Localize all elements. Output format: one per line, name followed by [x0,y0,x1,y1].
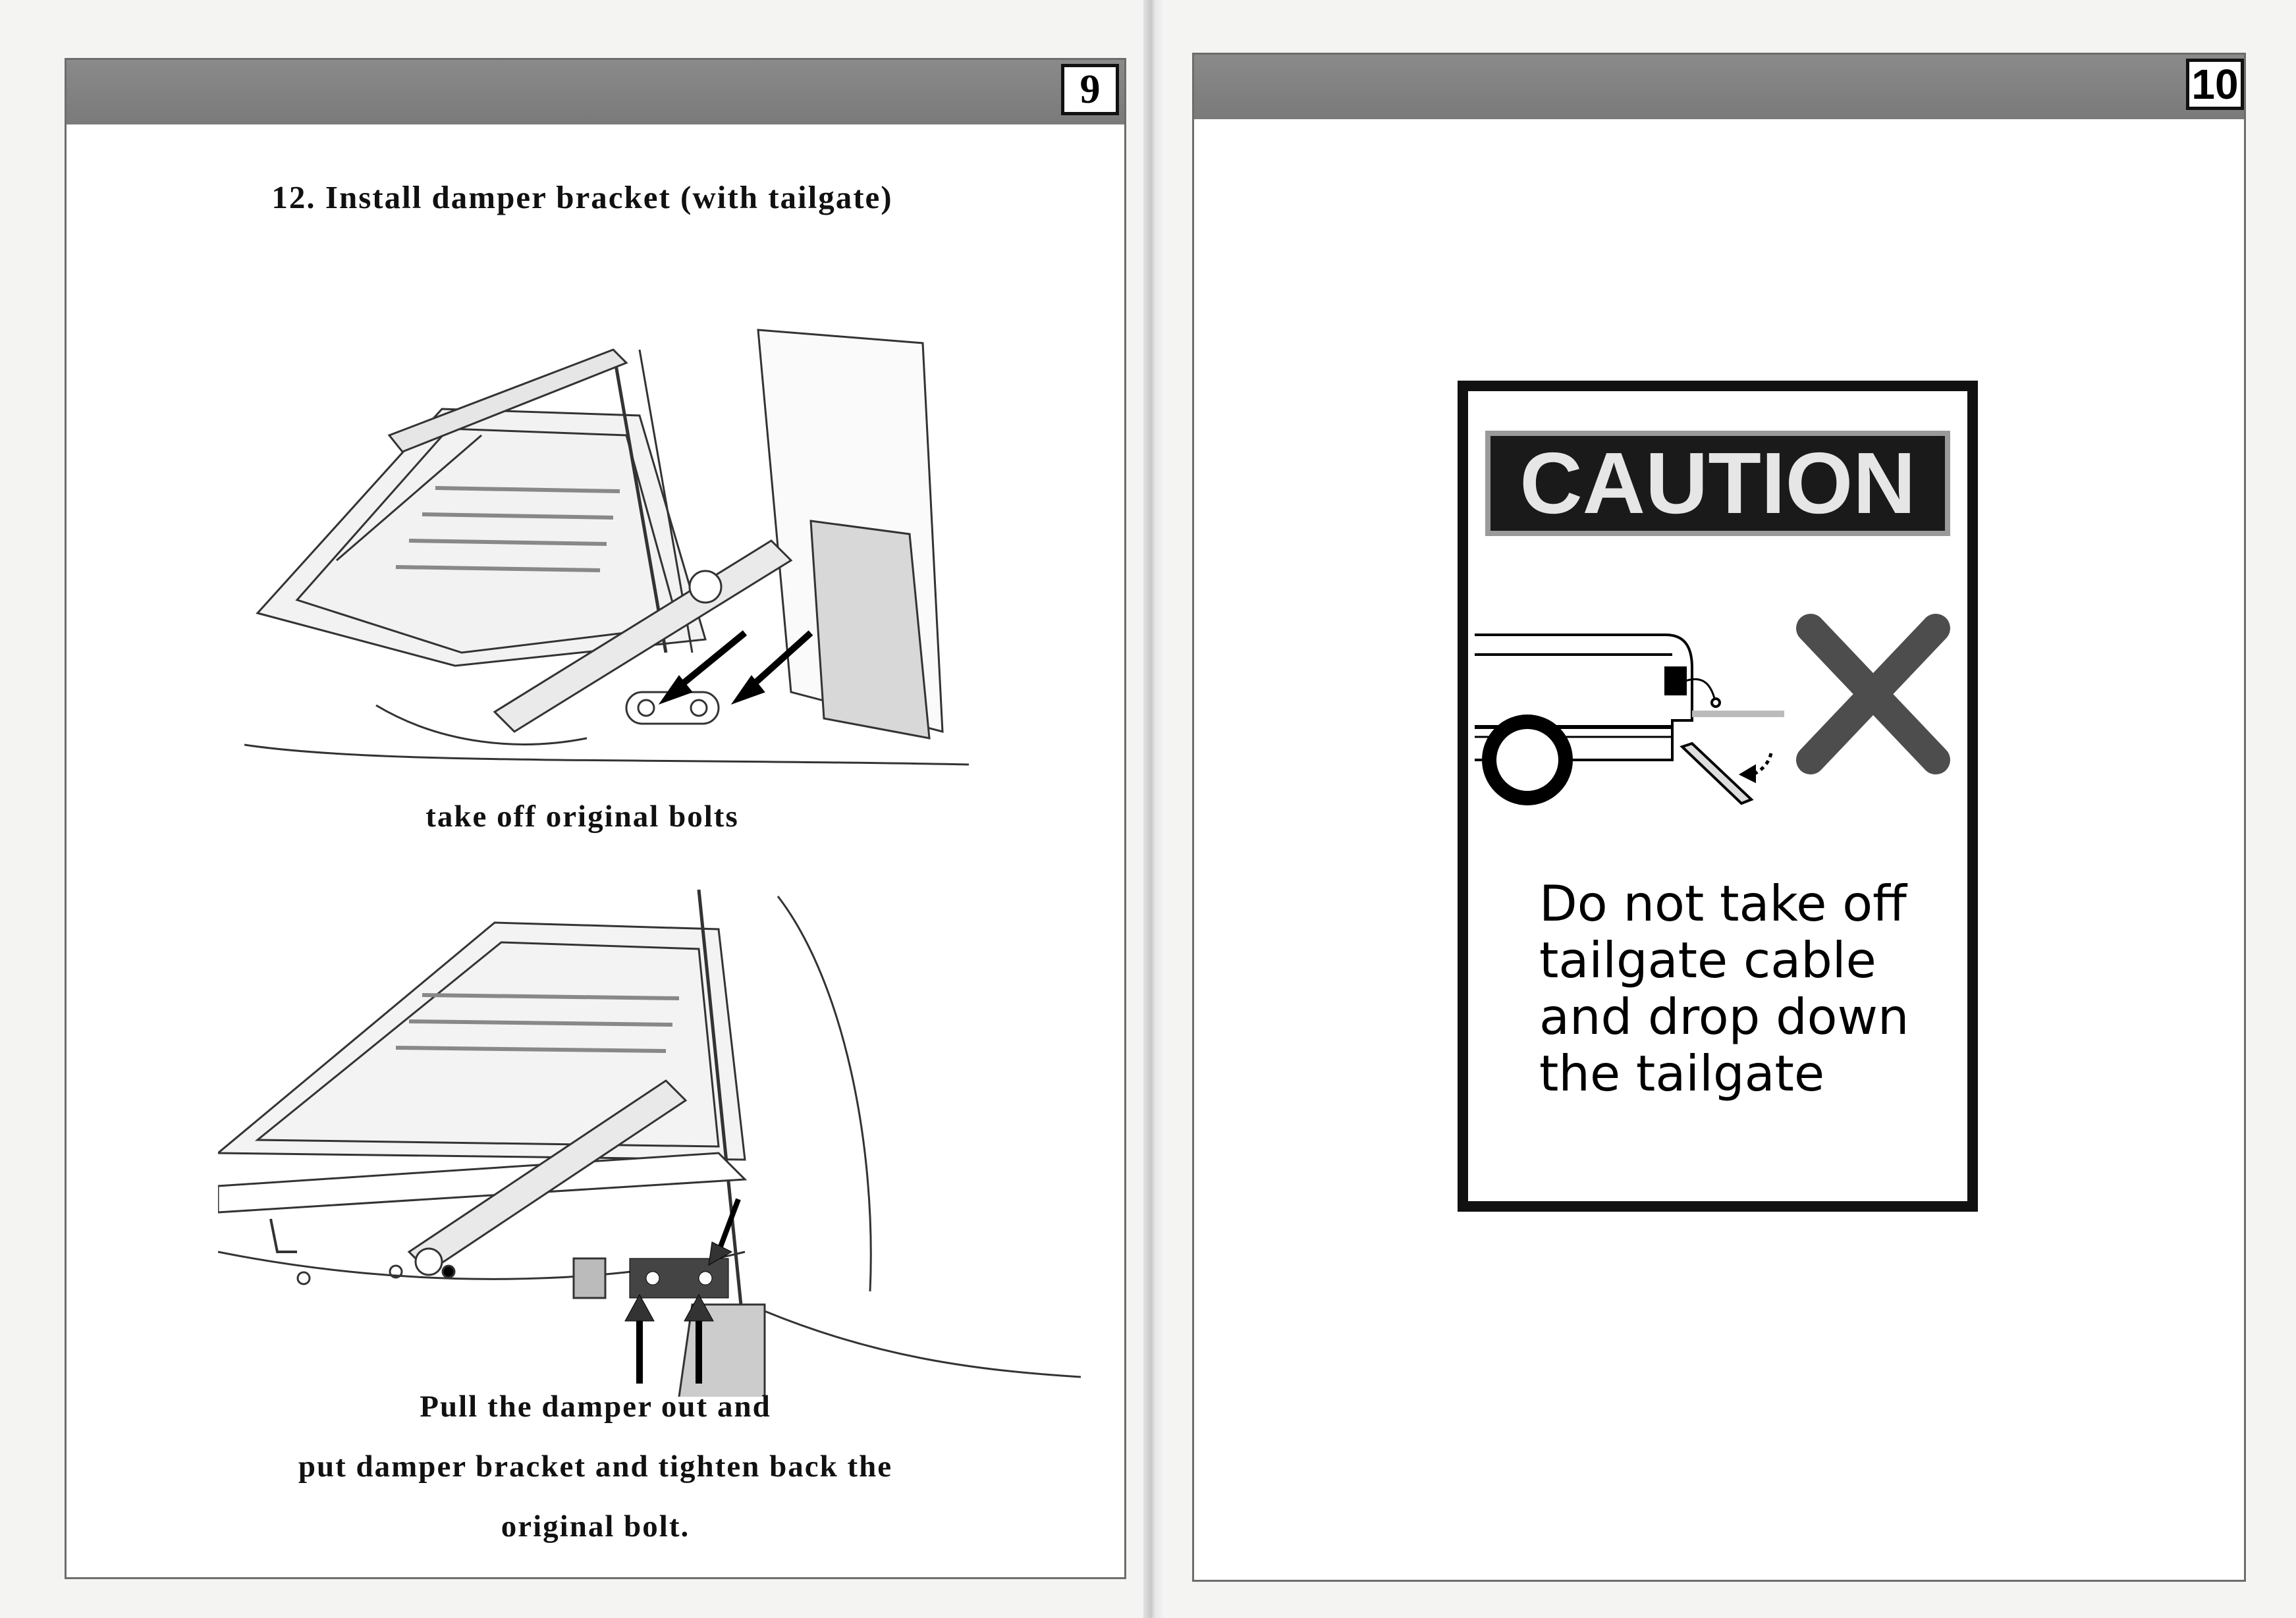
page-number: 9 [1061,64,1119,115]
caution-message [1539,875,1961,1102]
caution-line-1: Do not take off [1539,875,1907,932]
caption-line-1: Pull the damper out and [420,1389,771,1424]
caution-heading: CAUTION [1485,431,1950,536]
page-header-bar [67,60,1124,124]
manual-page-9 [65,58,1126,1579]
manual-page-10 [1192,53,2246,1582]
figure-1-caption: take off original bolts [425,799,739,834]
caution-line-4: the tailgate [1539,1044,1825,1102]
page-number: 10 [2186,59,2244,110]
book-spine [1143,0,1163,1618]
page-header-bar [1194,55,2244,119]
figure-2-caption [67,1377,1124,1557]
truck-tailgate-drop-crossed-out-icon [1475,608,1969,806]
damper-bracket-installation-illustration [218,883,1087,1397]
caution-card [1458,381,1978,1212]
tailgate-bolts-removal-illustration [244,323,989,778]
caution-line-3: and drop down [1539,988,1909,1046]
caption-line-2: put damper bracket and tighten back the [298,1449,893,1484]
caution-line-2: tailgate cable [1539,931,1876,989]
step-title: 12. Install damper bracket (with tailgate) [271,179,893,215]
caption-line-3: original bolt. [501,1509,690,1544]
